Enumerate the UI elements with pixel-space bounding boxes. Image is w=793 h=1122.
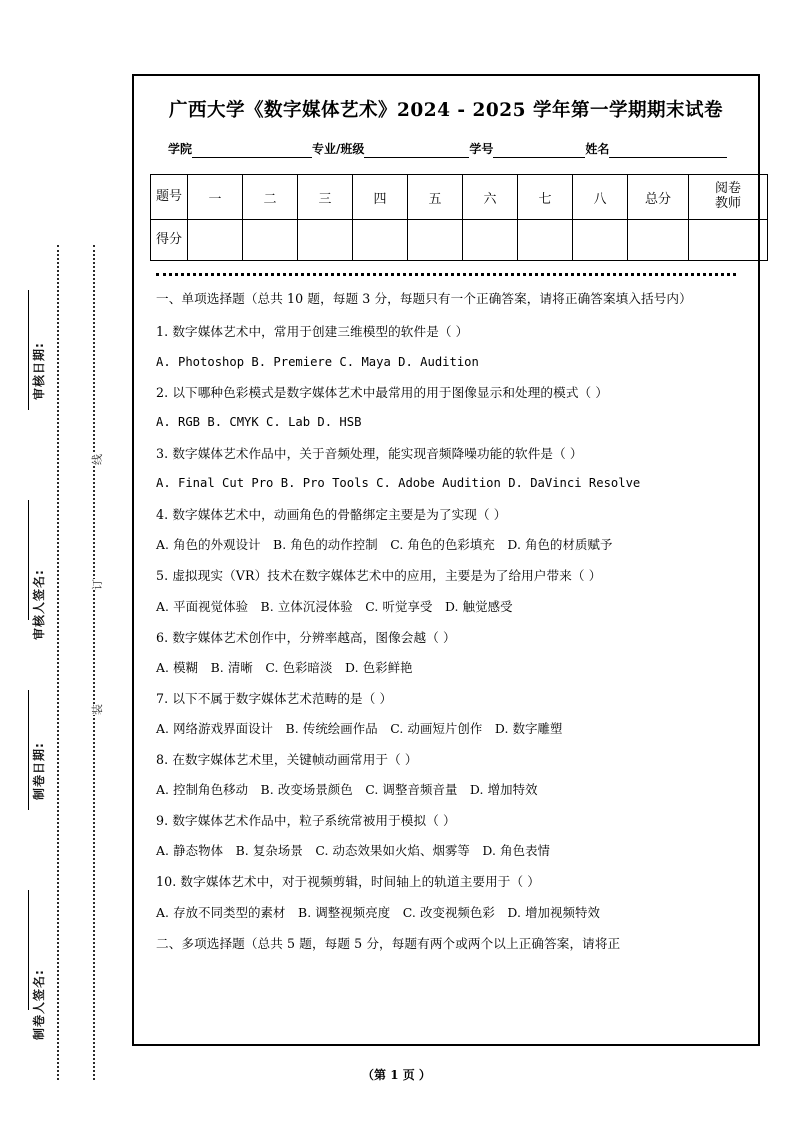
bind-mark: 订 bbox=[88, 579, 106, 590]
question-6-stem: 6. 数字媒体艺术创作中，分辨率越高，图像会越（ ） bbox=[156, 629, 456, 645]
question-2-options: A. RGB B. CMYK C. Lab D. HSB bbox=[156, 415, 362, 430]
question-6-options: A. 模糊 B. 清晰 C. 色彩暗淡 D. 色彩鲜艳 bbox=[156, 659, 413, 675]
table-row-question-numbers bbox=[151, 175, 768, 220]
question-8-stem: 8. 在数字媒体艺术里，关键帧动画常用于（ ） bbox=[156, 752, 418, 767]
score-table-col-2: 二 bbox=[243, 175, 298, 220]
seal-mark: 装 bbox=[88, 704, 106, 715]
score-table-col-8: 八 bbox=[573, 175, 628, 220]
score-table-total-header: 总分 bbox=[628, 175, 689, 220]
teacher-label-line-2: 教师 bbox=[714, 196, 741, 211]
exam-sheet-frame bbox=[132, 74, 760, 1046]
section-two-header: 二、多项选择题（总共 5 题，每题 5 分，每题有两个或两个以上正确答案，请将正 bbox=[156, 935, 621, 951]
student-identity-row bbox=[168, 140, 738, 158]
college-input-blank[interactable] bbox=[192, 143, 312, 158]
reviewer-signature-label: 审核人签名: bbox=[32, 569, 46, 640]
student-name-input-blank[interactable] bbox=[609, 143, 727, 158]
major-class-input-blank[interactable] bbox=[364, 143, 469, 158]
question-9-stem: 9. 数字媒体艺术作品中，粒子系统常被用于模拟（ ） bbox=[156, 813, 456, 829]
student-number-label: 学号 bbox=[469, 142, 494, 156]
question-4-stem: 4. 数字媒体艺术中，动画角色的骨骼绑定主要是为了实现（ ） bbox=[156, 507, 507, 523]
score-table-col-3: 三 bbox=[298, 175, 353, 220]
score-cell-total[interactable] bbox=[628, 220, 689, 261]
student-name-field[interactable] bbox=[585, 140, 727, 158]
question-1-options: A. Photoshop B. Premiere C. Maya D. Audition bbox=[156, 354, 479, 369]
student-number-field[interactable] bbox=[469, 140, 585, 158]
score-table-col-5: 五 bbox=[408, 175, 463, 220]
question-5-stem: 5. 虚拟现实（VR）技术在数字媒体艺术中的应用，主要是为了给用户带来（ ） bbox=[156, 568, 602, 584]
maker-date-label: 制卷日期: bbox=[32, 742, 46, 800]
student-name-label: 姓名 bbox=[585, 142, 610, 156]
score-table-teacher-header bbox=[689, 175, 768, 220]
fold-dotted-line-inner bbox=[57, 245, 59, 1080]
page-number-footer: （第 1 页 ） bbox=[362, 1068, 431, 1082]
score-cell-3[interactable] bbox=[298, 220, 353, 261]
question-2-stem: 2. 以下哪种色彩模式是数字媒体艺术中最常用的用于图像显示和处理的模式（ ） bbox=[156, 385, 609, 401]
teacher-label-line-1: 阅卷 bbox=[714, 181, 741, 197]
student-number-input-blank[interactable] bbox=[493, 143, 585, 158]
table-row-scores bbox=[151, 220, 768, 261]
page-title: 广西大学《数字媒体艺术》2024 - 2025 学年第一学期期末试卷 bbox=[169, 100, 723, 121]
college-label: 学院 bbox=[168, 142, 193, 156]
major-class-field[interactable] bbox=[312, 140, 469, 158]
score-table-col-6: 六 bbox=[463, 175, 518, 220]
score-cell-1[interactable] bbox=[188, 220, 243, 261]
question-5-options: A. 平面视觉体验 B. 立体沉浸体验 C. 听觉享受 D. 触觉感受 bbox=[156, 598, 513, 614]
fold-dotted-line-outer bbox=[93, 245, 95, 1080]
question-7-stem: 7. 以下不属于数字媒体艺术范畴的是（ ） bbox=[156, 690, 393, 706]
score-table-row-header-question: 题号 bbox=[151, 175, 188, 220]
major-class-label: 专业/班级 bbox=[312, 142, 365, 156]
maker-signature-label: 制卷人签名: bbox=[32, 969, 46, 1040]
line-mark: 线 bbox=[88, 454, 106, 465]
margin-rule-top bbox=[28, 290, 29, 410]
margin-rule-bottom bbox=[28, 890, 29, 1010]
left-margin-annotations bbox=[0, 0, 132, 1122]
score-cell-4[interactable] bbox=[353, 220, 408, 261]
section-divider bbox=[156, 273, 736, 276]
score-cell-2[interactable] bbox=[243, 220, 298, 261]
college-field[interactable] bbox=[168, 140, 312, 158]
question-8-options: A. 控制角色移动 B. 改变场景颜色 C. 调整音频音量 D. 增加特效 bbox=[156, 782, 538, 798]
question-9-options: A. 静态物体 B. 复杂场景 C. 动态效果如火焰、烟雾等 D. 角色表情 bbox=[156, 843, 551, 859]
question-10-options: A. 存放不同类型的素材 B. 调整视频亮度 C. 改变视频色彩 D. 增加视频特效 bbox=[156, 904, 601, 920]
review-date-label: 审核日期: bbox=[32, 342, 46, 400]
question-body bbox=[156, 290, 736, 953]
score-table-col-4: 四 bbox=[353, 175, 408, 220]
score-table-row-header-score: 得分 bbox=[151, 220, 188, 261]
score-table-col-7: 七 bbox=[518, 175, 573, 220]
score-table-col-1: 一 bbox=[188, 175, 243, 220]
question-3-stem: 3. 数字媒体艺术作品中，关于音频处理，能实现音频降噪功能的软件是（ ） bbox=[156, 446, 583, 462]
score-table bbox=[150, 174, 768, 261]
question-4-options: A. 角色的外观设计 B. 角色的动作控制 C. 角色的色彩填充 D. 角色的材质赋予 bbox=[156, 537, 613, 553]
score-cell-8[interactable] bbox=[573, 220, 628, 261]
score-cell-teacher[interactable] bbox=[689, 220, 768, 261]
section-one-header: 一、单项选择题（总共 10 题，每题 3 分，每题只有一个正确答案，请将正确答案填入括号内） bbox=[156, 291, 692, 306]
question-1-stem: 1. 数字媒体艺术中，常用于创建三维模型的软件是（ ） bbox=[156, 324, 469, 340]
score-cell-7[interactable] bbox=[518, 220, 573, 261]
question-7-options: A. 网络游戏界面设计 B. 传统绘画作品 C. 动画短片创作 D. 数字雕塑 bbox=[156, 721, 563, 737]
score-cell-6[interactable] bbox=[463, 220, 518, 261]
question-10-stem: 10. 数字媒体艺术中，对于视频剪辑，时间轴上的轨道主要用于（ ） bbox=[156, 874, 540, 890]
score-cell-5[interactable] bbox=[408, 220, 463, 261]
margin-rule-second bbox=[28, 500, 29, 620]
question-3-options: A. Final Cut Pro B. Pro Tools C. Adobe Audition D. DaVinci Resolve bbox=[156, 476, 641, 491]
margin-rule-third bbox=[28, 690, 29, 810]
